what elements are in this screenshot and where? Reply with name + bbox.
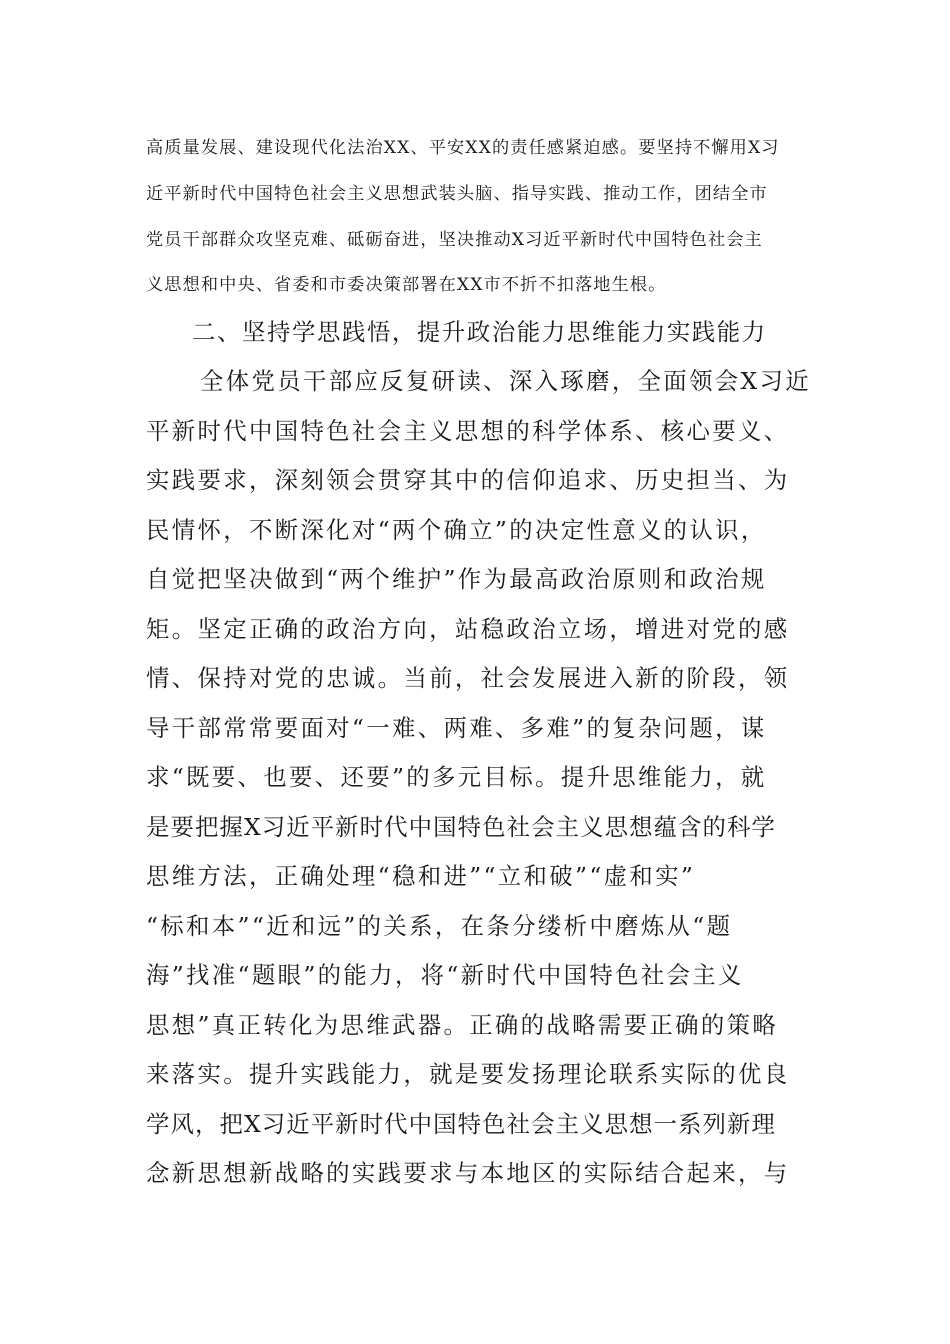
paragraph-line: 实践要求，深刻领会贯穿其中的信仰追求、历史担当、为	[146, 466, 790, 494]
paragraph-line: 思维方法，正确处理“稳和进”“立和破”“虚和实”	[146, 862, 696, 890]
paragraph-line: 近平新时代中国特色社会主义思想武装头脑、指导实践、推动工作，团结全市	[146, 184, 768, 204]
paragraph-line: 海”找准“题眼”的能力，将“新时代中国特色社会主义	[146, 961, 744, 989]
paragraph-line: 导干部常常要面对“一难、两难、多难”的复杂问题，谋	[146, 714, 767, 742]
paragraph-line: 平新时代中国特色社会主义思想的科学体系、核心要义、	[146, 417, 790, 445]
paragraph-line: 情、保持对党的忠诚。当前，社会发展进入新的阶段，领	[146, 664, 790, 692]
paragraph-line: 来落实。提升实践能力，就是要发扬理论联系实际的优良	[146, 1060, 790, 1088]
paragraph-line: 求“既要、也要、还要”的多元目标。提升思维能力，就	[146, 763, 767, 791]
paragraph-line: 思想”真正转化为思维武器。正确的战略需要正确的策略	[146, 1011, 779, 1039]
paragraph-line: “标和本”“近和远”的关系，在条分缕析中磨炼从“题	[146, 912, 733, 940]
paragraph-line: 自觉把坚决做到“两个维护”作为最高政治原则和政治规	[146, 565, 767, 593]
paragraph-line: 高质量发展、建设现代化法治XX、平安XX的责任感紧迫感。要坚持不懈用X习	[146, 138, 780, 158]
paragraph-line: 矩。坚定正确的政治方向，站稳政治立场，增进对党的感	[146, 615, 790, 643]
paragraph-line: 是要把握X习近平新时代中国特色社会主义思想蕴含的科学	[146, 813, 777, 841]
section-heading: 二、坚持学思践悟，提升政治能力思维能力实践能力	[192, 318, 767, 346]
paragraph-line: 念新思想新战略的实践要求与本地区的实际结合起来，与	[146, 1159, 790, 1187]
paragraph-line: 学风，把X习近平新时代中国特色社会主义思想一系列新理	[146, 1110, 777, 1138]
paragraph-line: 全体党员干部应反复研读、深入琢磨，全面领会X习近	[200, 367, 812, 395]
paragraph-line: 党员干部群众攻坚克难、砥砺奋进，坚决推动X习近平新时代中国特色社会主	[146, 230, 763, 250]
paragraph-line: 义思想和中央、省委和市委决策部署在XX市不折不扣落地生根。	[146, 275, 667, 295]
paragraph-line: 民情怀，不断深化对“两个确立”的决定性意义的认识，	[146, 516, 767, 544]
